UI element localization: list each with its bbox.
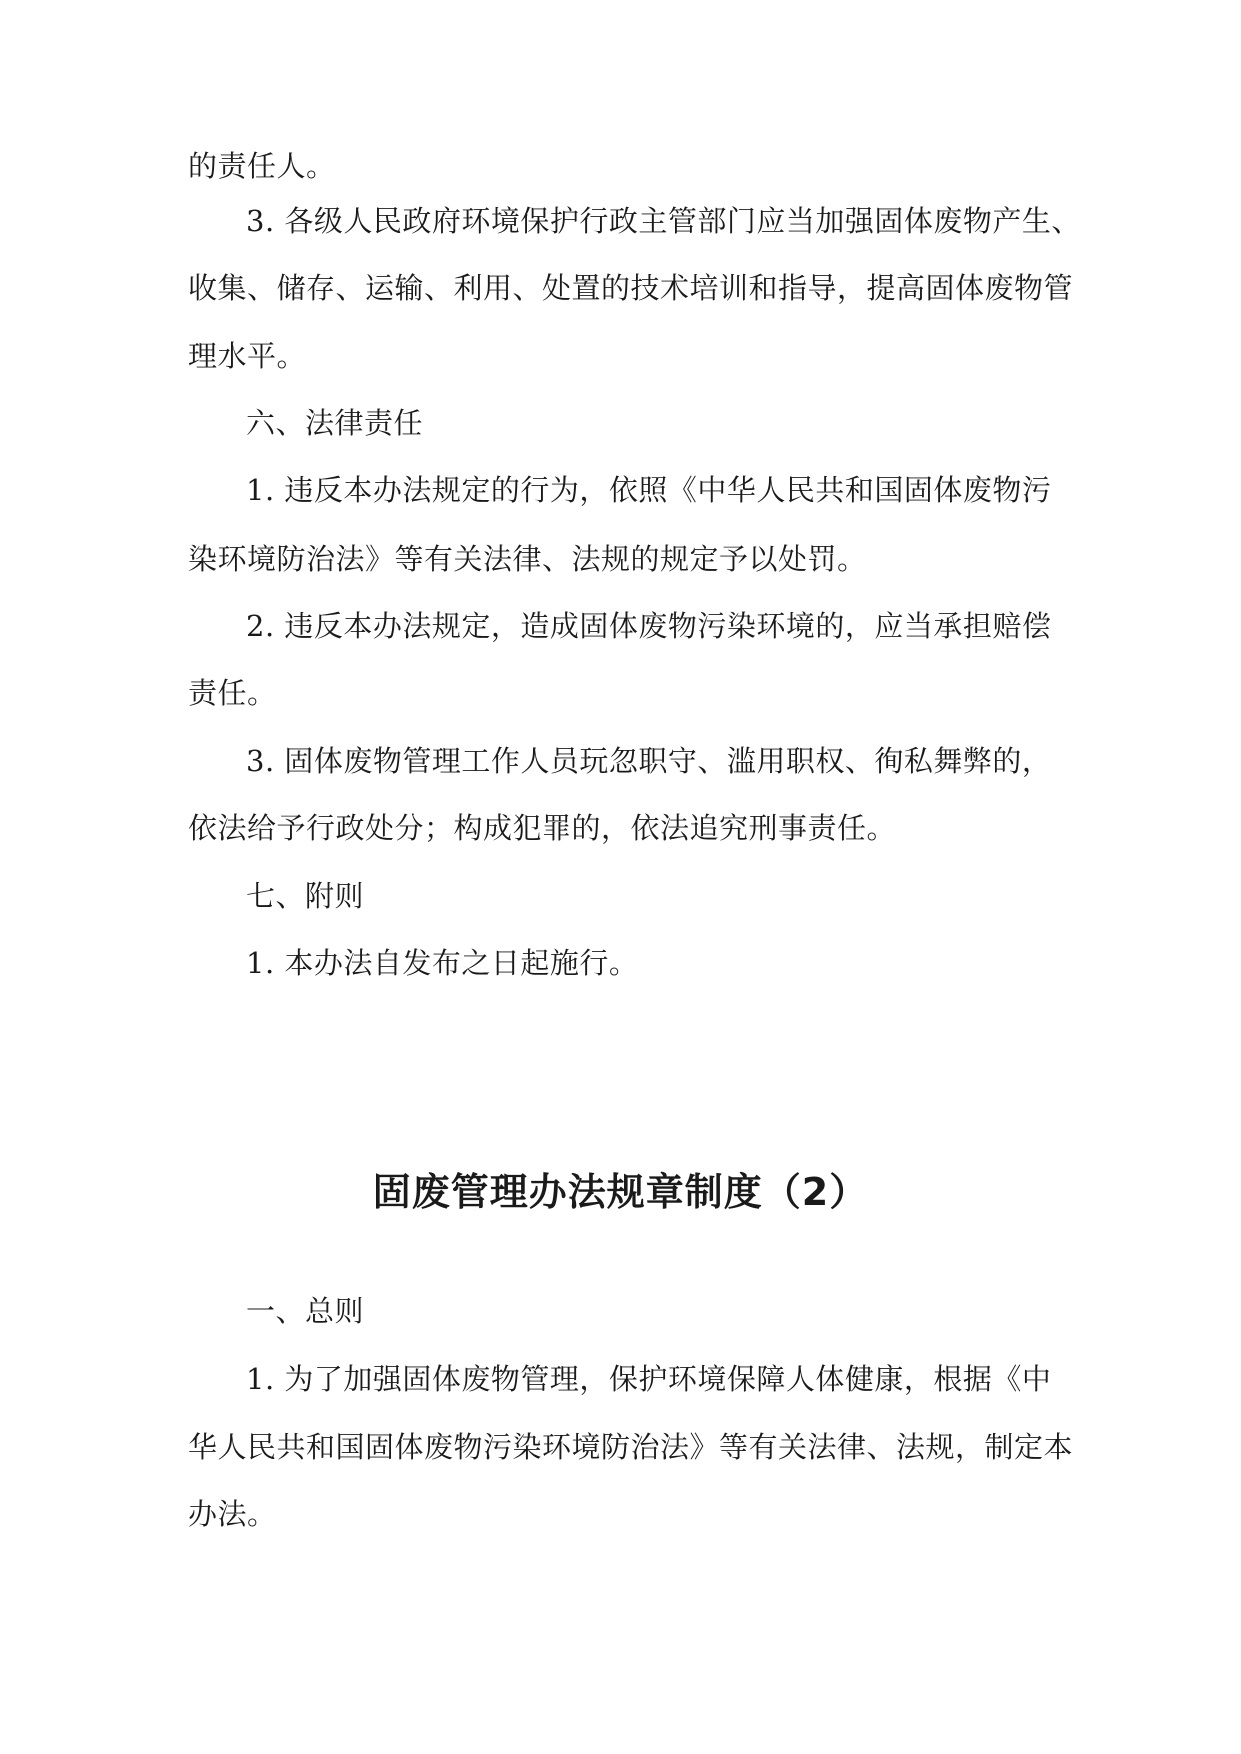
paragraph-5-3-line-2: 收集、储存、运输、利用、处置的技术培训和指导，提高固体废物管 <box>188 271 1074 305</box>
paragraph-1-1-line-3: 办法。 <box>188 1497 277 1531</box>
document-title: 固废管理办法规章制度（2） <box>372 1170 869 1214</box>
section-heading-legal-liability: 六、法律责任 <box>246 406 424 440</box>
section-heading-supplementary: 七、附则 <box>246 879 365 913</box>
paragraph-7-1-line-1: 1. 本办法自发布之日起施行。 <box>246 946 639 980</box>
paragraph-6-1-line-2: 染环境防治法》等有关法律、法规的规定予以处罚。 <box>188 542 867 576</box>
paragraph-6-2-line-2: 责任。 <box>188 676 277 710</box>
paragraph-5-3-line-3: 理水平。 <box>188 339 307 373</box>
paragraph-6-3-line-2: 依法给予行政处分；构成犯罪的，依法追究刑事责任。 <box>188 811 897 845</box>
section-heading-general-provisions: 一、总则 <box>246 1294 365 1328</box>
paragraph-5-3-line-1: 3. 各级人民政府环境保护行政主管部门应当加强固体废物产生、 <box>246 204 1081 238</box>
paragraph-6-3-line-1: 3. 固体废物管理工作人员玩忽职守、滥用职权、徇私舞弊的， <box>246 744 1052 778</box>
paragraph-1-1-line-1: 1. 为了加强固体废物管理，保护环境保障人体健康，根据《中 <box>246 1362 1052 1396</box>
paragraph-continuation: 的责任人。 <box>188 149 336 183</box>
paragraph-6-2-line-1: 2. 违反本办法规定，造成固体废物污染环境的，应当承担赔偿 <box>246 609 1052 643</box>
paragraph-6-1-line-1: 1. 违反本办法规定的行为，依照《中华人民共和国固体废物污 <box>246 473 1052 507</box>
paragraph-1-1-line-2: 华人民共和国固体废物污染环境防治法》等有关法律、法规，制定本 <box>188 1430 1074 1464</box>
